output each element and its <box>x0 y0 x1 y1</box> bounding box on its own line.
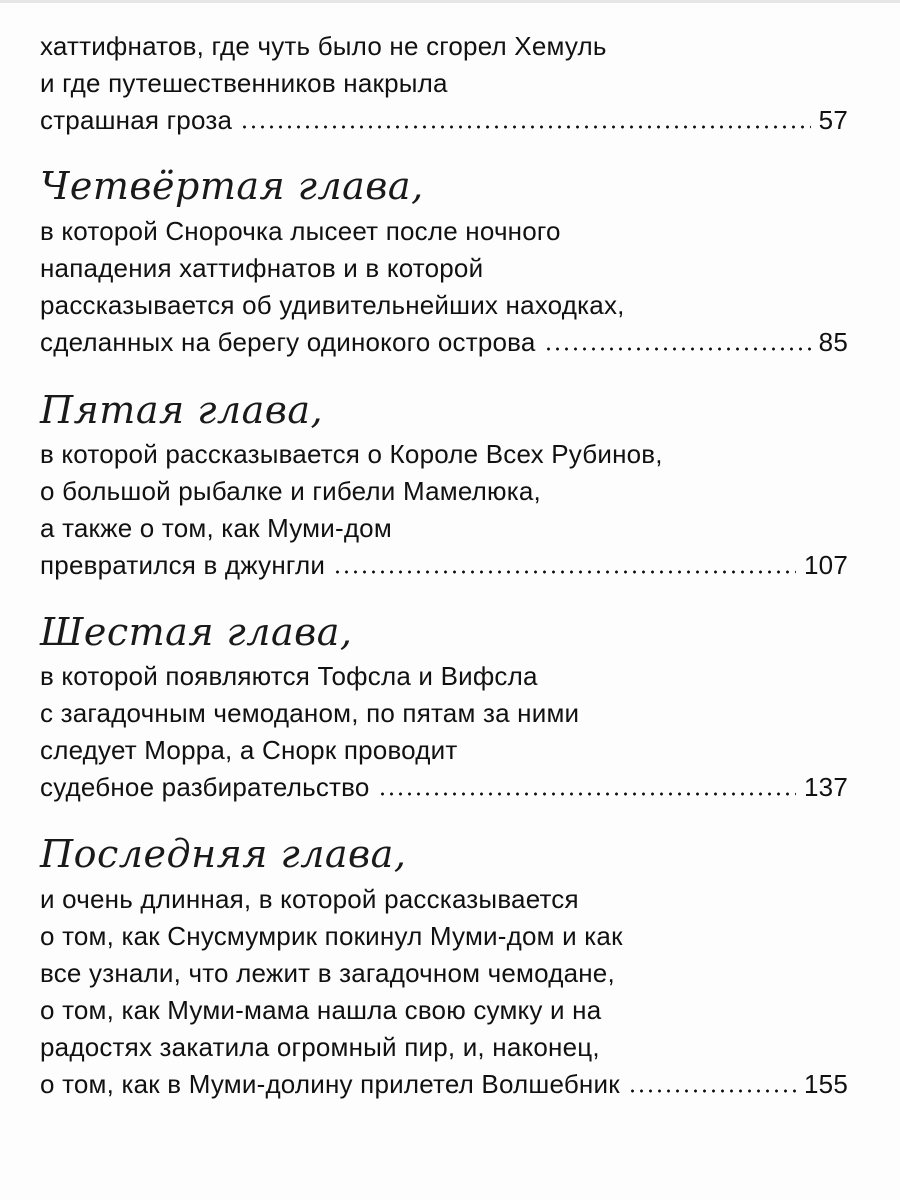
entry-line-text: судебное разбирательство <box>40 772 370 802</box>
entry-last-line <box>40 769 848 806</box>
top-edge <box>0 0 900 3</box>
entry-last-line <box>40 547 848 584</box>
page-number: 137 <box>804 772 848 802</box>
entry-line: рассказывается об удивительнейших находках, <box>40 290 625 320</box>
entry-line: а также о том, как Муми-дом <box>40 513 392 543</box>
entry-line: о том, как Муми-мама нашла свою сумку и на <box>40 995 602 1025</box>
entry-line-text: о том, как в Муми-долину прилетел Волшебник <box>40 1069 620 1099</box>
entry-line: и где путешественников накрыла <box>40 68 448 98</box>
entry-line: все узнали, что лежит в загадочном чемодане, <box>40 958 615 988</box>
entry-line: в которой Снорочка лысеет после ночного <box>40 216 561 246</box>
page-number: 85 <box>818 327 848 357</box>
page-number: 107 <box>804 550 848 580</box>
chapter-heading: Шестая глава, <box>40 610 353 654</box>
dot-leader <box>240 125 811 129</box>
dot-leader <box>333 570 796 574</box>
entry-line: нападения хаттифнатов и в которой <box>40 253 484 283</box>
dot-leader <box>628 1089 796 1093</box>
entry-line: следует Морра, а Снорк проводит <box>40 735 458 765</box>
entry-line: в которой появляются Тофсла и Вифсла <box>40 661 538 691</box>
toc-entry-last-chapter <box>40 881 848 1103</box>
entry-line-text: сделанных на берегу одинокого острова <box>40 327 536 357</box>
toc-entry-chapter-5 <box>40 436 848 584</box>
dot-leader <box>378 792 797 796</box>
entry-line-text: страшная гроза <box>40 105 233 135</box>
entry-line: о том, как Снусмумрик покинул Муми-дом и как <box>40 921 623 951</box>
entry-last-line <box>40 324 848 361</box>
chapter-heading: Последняя глава, <box>40 832 407 876</box>
toc-entry-chapter-6 <box>40 658 848 806</box>
entry-last-line <box>40 1066 848 1103</box>
toc-entry-continued <box>40 28 848 139</box>
entry-line: и очень длинная, в которой рассказывается <box>40 884 579 914</box>
entry-line: хаттифнатов, где чуть было не сгорел Хемуль <box>40 31 607 61</box>
dot-leader <box>544 347 811 351</box>
entry-line: с загадочным чемоданом, по пятам за ними <box>40 698 580 728</box>
page-number: 155 <box>804 1069 848 1099</box>
page-number: 57 <box>818 105 848 135</box>
entry-line-text: превратился в джунгли <box>40 550 326 580</box>
toc-entry-chapter-4 <box>40 213 848 361</box>
entry-line: о большой рыбалке и гибели Мамелюка, <box>40 476 541 506</box>
chapter-heading: Четвёртая глава, <box>40 164 424 208</box>
chapter-heading: Пятая глава, <box>40 388 324 432</box>
entry-line: в которой рассказывается о Короле Всех Рубинов, <box>40 439 663 469</box>
entry-last-line <box>40 102 848 139</box>
entry-line: радостях закатила огромный пир, и, наконец, <box>40 1032 600 1062</box>
